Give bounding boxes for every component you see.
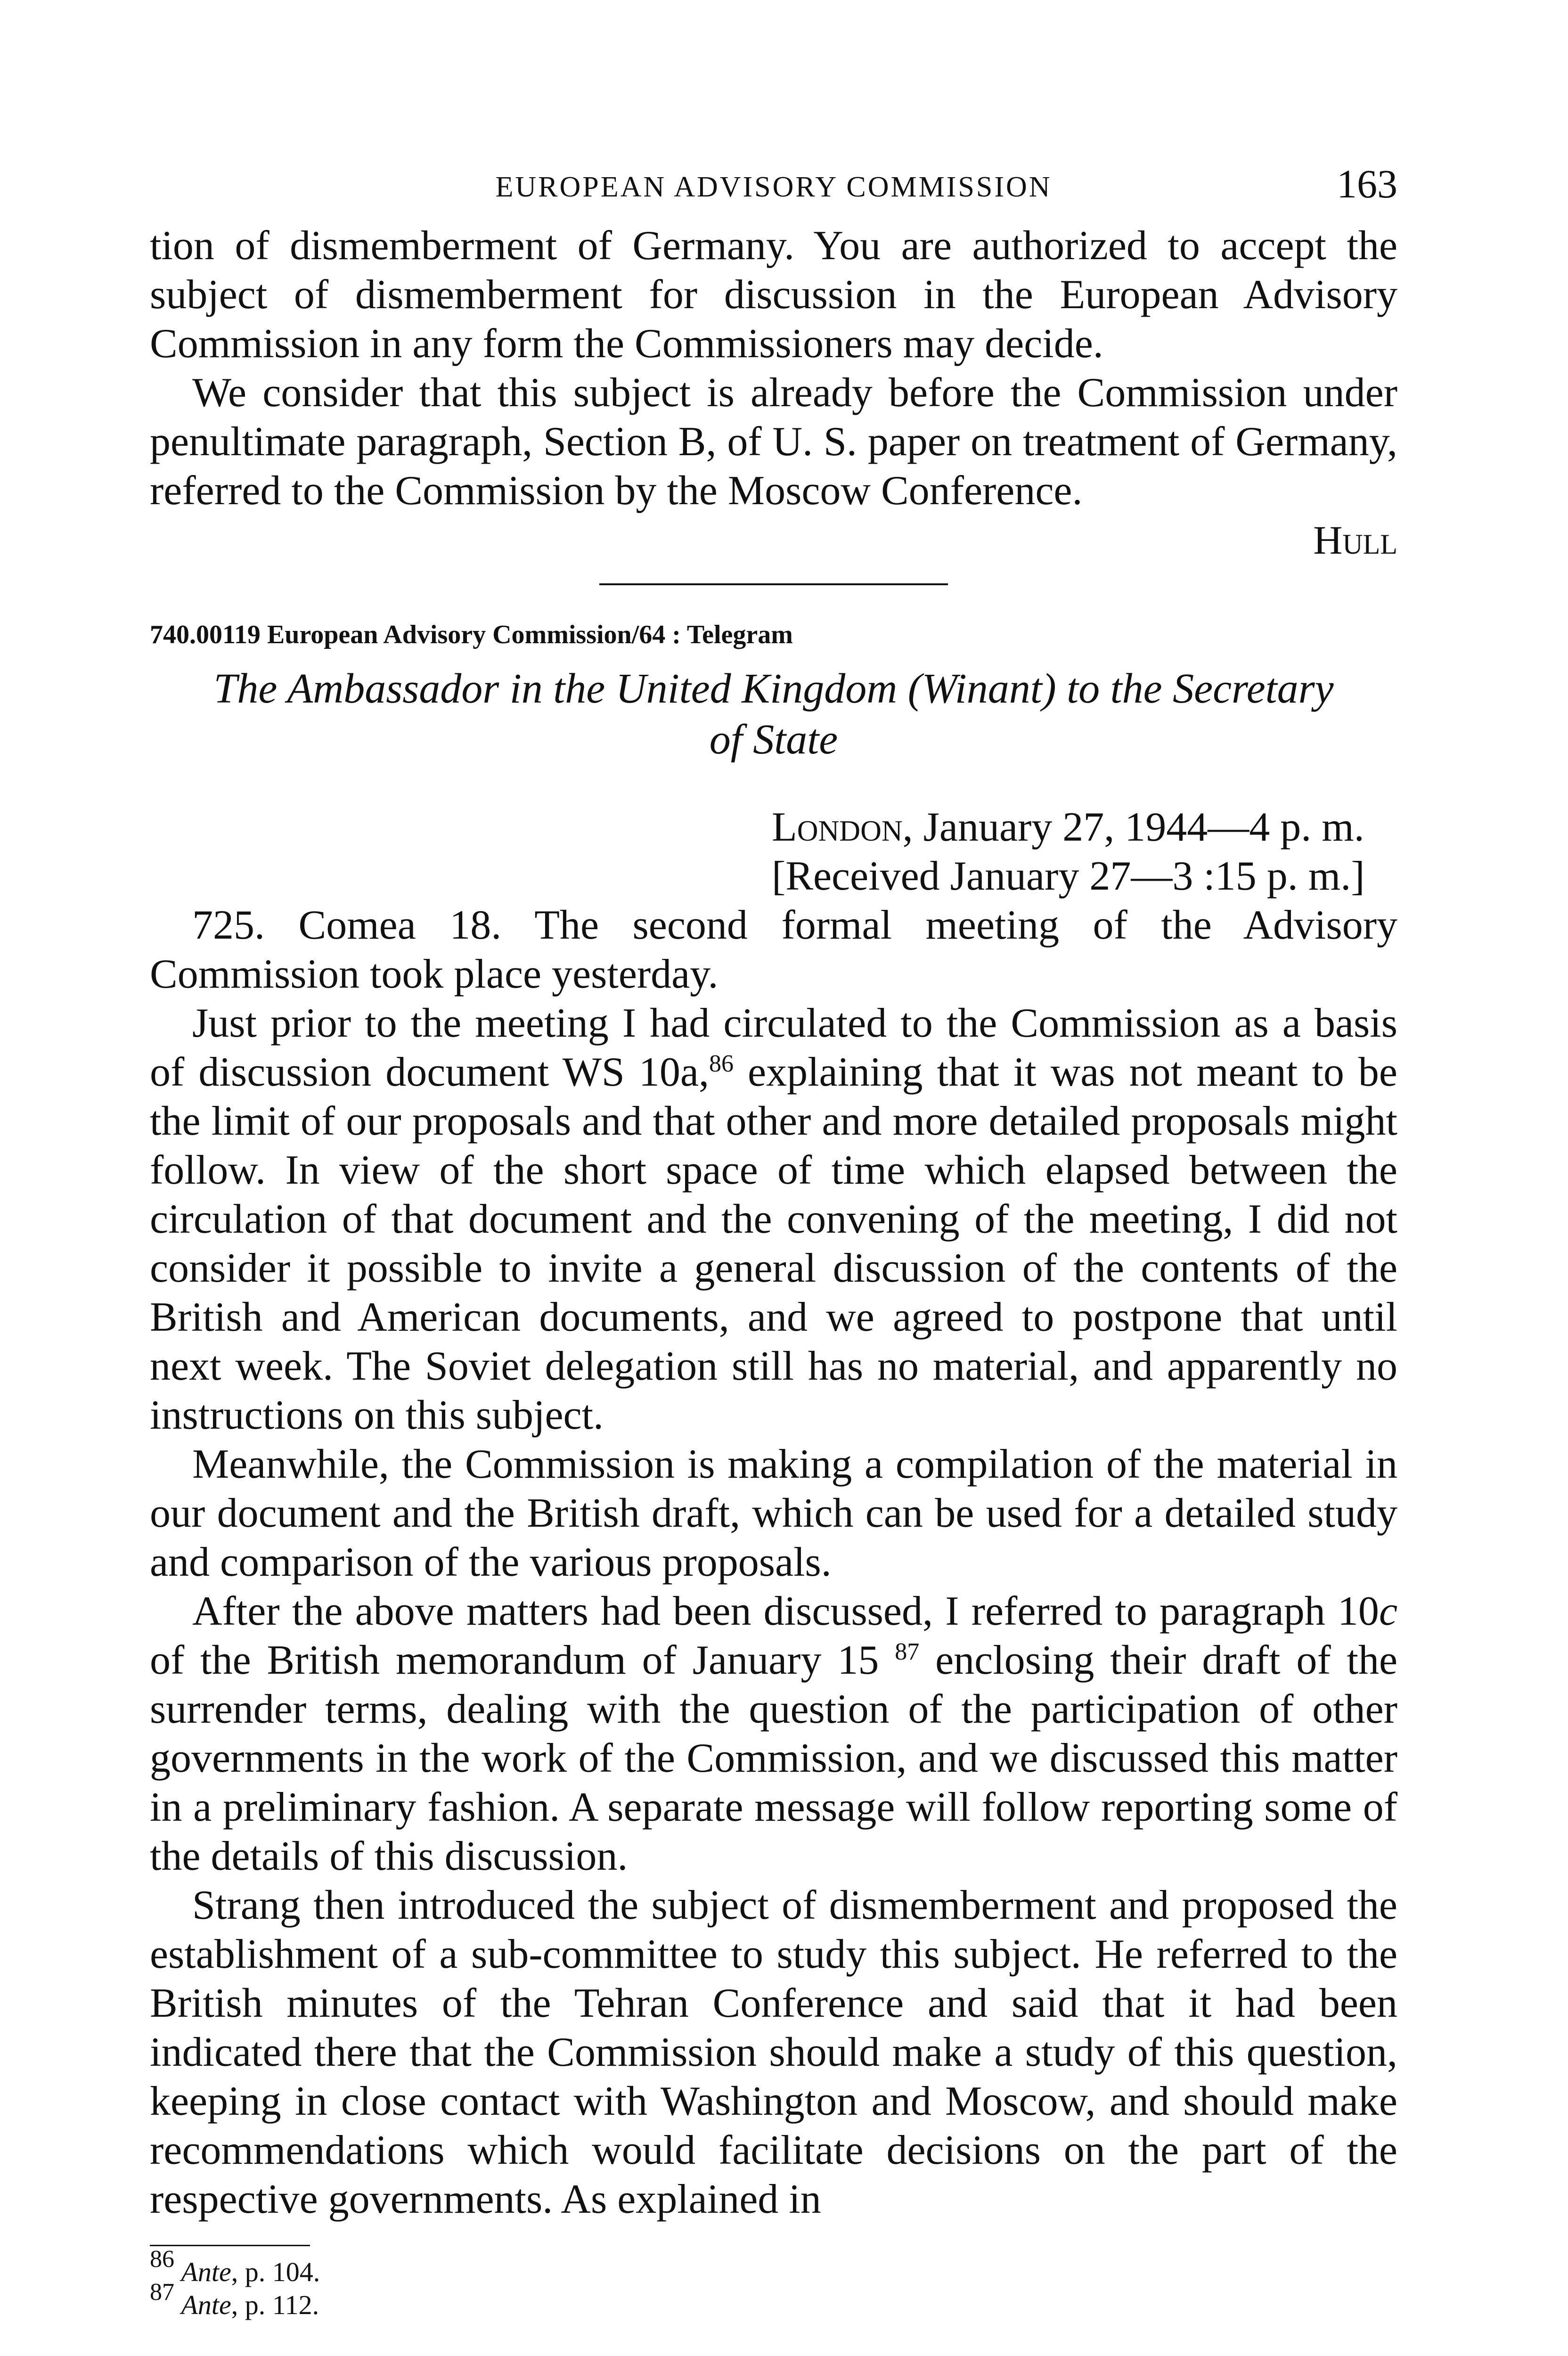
running-title: EUROPEAN ADVISORY COMMISSION bbox=[495, 171, 1052, 203]
dateline-sent: January 27, 1944—4 p. m. bbox=[913, 804, 1364, 850]
paragraph-1: 725. Comea 18. The second formal meeting of the Advisory Commission took place yesterday. bbox=[150, 902, 1397, 997]
paragraph-2-part-a: Just prior to the meeting I had circulated to the Commission as a basis of discussion document WS 10a, bbox=[150, 1000, 1397, 1095]
footnote-ref-86: 86 bbox=[709, 1050, 734, 1077]
footnote-ref-word: Ante bbox=[181, 2257, 231, 2287]
footnote-page: , p. 104. bbox=[231, 2257, 320, 2287]
heading-line-1: The Ambassador in the United Kingdom (Winant) to the Secretary bbox=[213, 665, 1334, 712]
signature-hull: Hull bbox=[1313, 517, 1397, 563]
footnote-page: , p. 112. bbox=[231, 2290, 319, 2320]
section-divider bbox=[599, 583, 948, 585]
footnote-87 bbox=[150, 2279, 1397, 2322]
dateline-place: London, bbox=[772, 804, 913, 850]
paragraph-4-part-a: After the above matters had been discussed, I referred to paragraph 10 bbox=[192, 1588, 1379, 1634]
footnote-number: 87 bbox=[150, 2279, 174, 2306]
dateline bbox=[772, 803, 1397, 901]
paragraph-2-part-b: explaining that it was not meant to be the limit of our proposals and that other and more detailed proposals might follow. In view of the short space of time which elapsed between the circulation of that document and the convening of the meeting, I did not consider it possible to invite a general discussion of the contents of the British and American documents, and we agreed to postpone that until next week. The Soviet delegation still has no material, and apparently no instructions on this subject. bbox=[150, 1049, 1397, 1438]
document-page bbox=[150, 160, 1397, 2322]
footnotes bbox=[150, 2246, 1397, 2322]
heading-line-2: of State bbox=[709, 716, 838, 763]
footnote-ref-87: 87 bbox=[895, 1638, 920, 1665]
running-head bbox=[150, 160, 1397, 206]
document-heading bbox=[150, 663, 1397, 765]
continuation-paragraph: tion of dismemberment of Germany. You are authorized to accept the subject of dismemberment for discussion in the European Advisory Commission in any form the Commissioners may decide. bbox=[150, 223, 1397, 367]
footnote-86 bbox=[150, 2246, 1397, 2289]
paragraph-5: Strang then introduced the subject of dismemberment and proposed the establishment of a sub-committee to study this subject. He referred to the British minutes of the Tehran Conference and said that it had been indicated there that the Commission should make a study of this question, keeping in close contact with Washington and Moscow, and should make recommendations which would facilitate decisions on the part of the respective governments. As explained in bbox=[150, 1882, 1397, 2222]
page-number: 163 bbox=[1337, 161, 1397, 206]
footnote-number: 86 bbox=[150, 2246, 174, 2273]
paragraph-consider: We consider that this subject is already before the Commission under penultimate paragraph, Section B, of U. S. paper on treatment of Germany, referred to the Commission by the Moscow Conference. bbox=[150, 370, 1397, 514]
footnote-ref-word: Ante bbox=[181, 2290, 231, 2320]
paragraph-4-rest: enclosing their draft of the surrender terms, dealing with the question of the participation of other governments in the work of the Commission, and we discussed this matter in a preliminary fashion. A separate message will follow reporting some of the details of this discussion. bbox=[150, 1637, 1398, 1879]
paragraph-4-italic-c: c bbox=[1379, 1588, 1397, 1634]
paragraph-2 bbox=[150, 999, 1397, 1440]
dateline-received: [Received January 27—3 :15 p. m.] bbox=[772, 853, 1365, 899]
file-reference: 740.00119 European Advisory Commission/64 : Telegram bbox=[150, 620, 793, 649]
paragraph-3: Meanwhile, the Commission is making a compilation of the material in our document and the British draft, which can be used for a detailed study and comparison of the various proposals. bbox=[150, 1441, 1397, 1585]
paragraph-4-part-b: of the British memorandum of January 15 bbox=[150, 1637, 895, 1683]
paragraph-4 bbox=[150, 1587, 1397, 1881]
